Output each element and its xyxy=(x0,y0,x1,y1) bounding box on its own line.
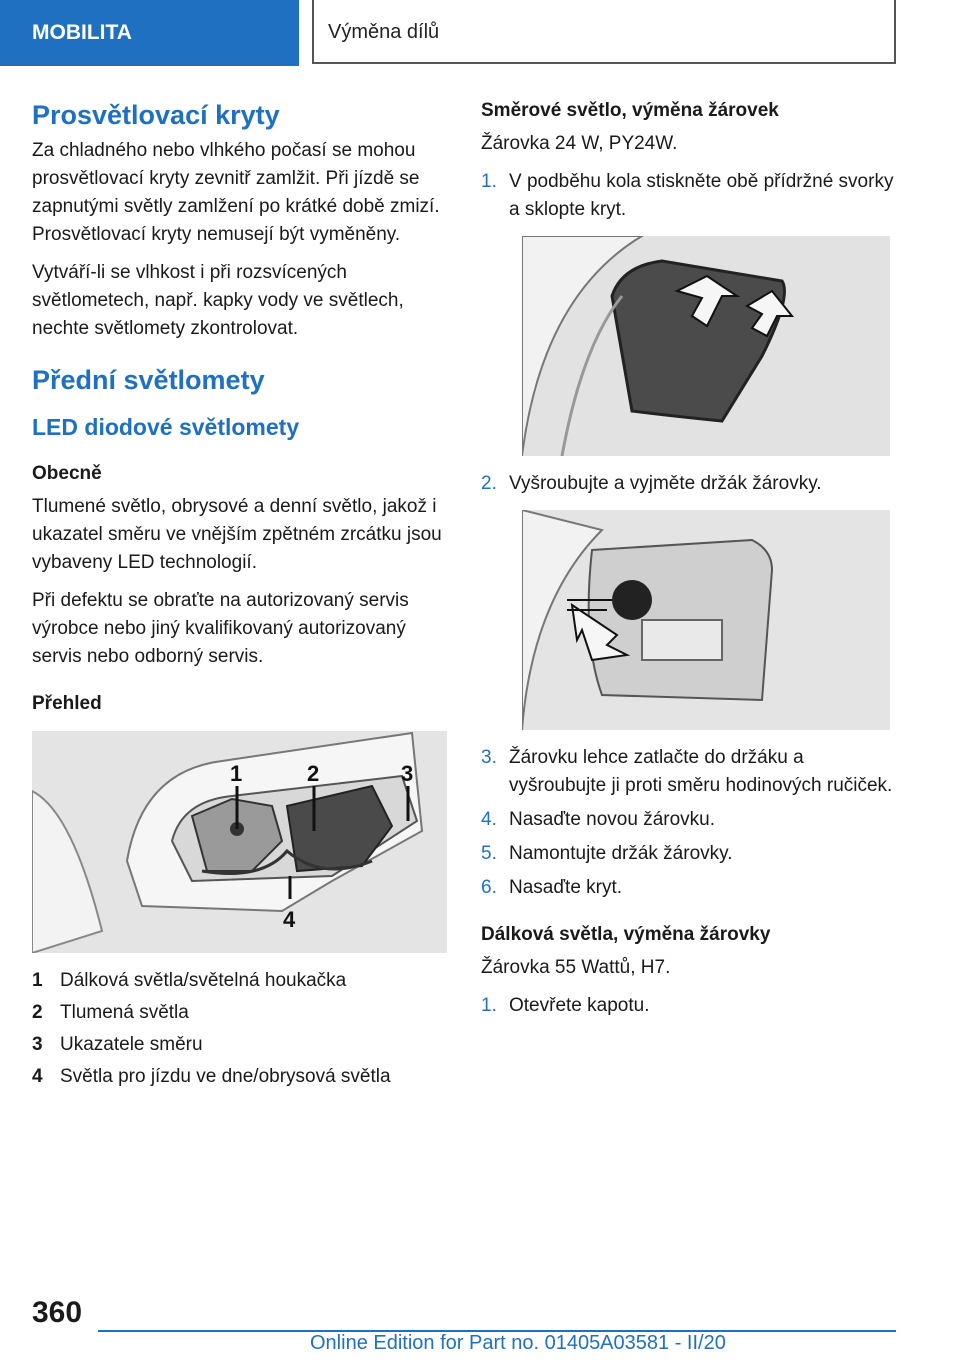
step-item xyxy=(481,168,899,224)
step-number: 2. xyxy=(481,473,497,494)
steps-turn-a xyxy=(481,168,899,224)
heading-led: LED diodové světlomety xyxy=(32,414,300,440)
step-number: 4. xyxy=(481,809,497,830)
callout-4: 4 xyxy=(283,907,296,932)
heading-high-beam: Dálková světla, výměna žárovky xyxy=(481,924,771,945)
wheel-arch-cover-image xyxy=(522,236,890,456)
heading-covers: Prosvětlovací kryty xyxy=(32,100,280,130)
legend-text: Ukazatele směru xyxy=(60,1034,203,1055)
step-text: V podběhu kola stiskněte obě přídržné svorky a sklopte kryt. xyxy=(509,171,894,220)
steps-turn-b xyxy=(481,470,899,498)
paragraph-covers-1: Za chladného nebo vlhkého počasí se mohou prosvětlovací kryty zevnitř zamlžit. Při jízdě se zapnutými světly zamlžení po krátké době zmizí. Prosvětlovací kryty nemusejí být vyměněny. xyxy=(32,140,440,245)
callout-2: 2 xyxy=(307,761,320,786)
callout-3: 3 xyxy=(401,761,414,786)
step-text: Nasaďte kryt. xyxy=(509,877,623,898)
legend-item xyxy=(32,1029,450,1061)
steps-high xyxy=(481,992,899,1020)
right-column xyxy=(481,100,899,1032)
legend-item xyxy=(32,965,450,997)
step-number: 3. xyxy=(481,747,497,768)
step-number: 1. xyxy=(481,995,497,1016)
footer-edition: Online Edition for Part no. 01405A03581 - II/20 xyxy=(310,1332,726,1354)
section-tab: MOBILITA xyxy=(0,0,299,66)
step-text: Vyšroubujte a vyjměte držák žárovky. xyxy=(509,473,822,494)
legend-text: Světla pro jízdu ve dne/obrysová světla xyxy=(60,1066,391,1087)
step-number: 6. xyxy=(481,877,497,898)
page-number: 360 xyxy=(32,1296,83,1329)
legend-number: 4 xyxy=(32,1066,43,1087)
left-column xyxy=(32,100,450,1093)
step-item xyxy=(481,840,899,868)
heading-general: Obecně xyxy=(32,463,102,484)
headlight-overview-image xyxy=(32,731,447,953)
legend-number: 1 xyxy=(32,970,43,991)
step-item xyxy=(481,744,899,800)
legend-text: Tlumená světla xyxy=(60,1002,189,1023)
step-item xyxy=(481,806,899,834)
paragraph-turn-bulb: Žárovka 24 W, PY24W. xyxy=(481,133,678,154)
legend-number: 3 xyxy=(32,1034,43,1055)
legend-text: Dálková světla/světelná houkačka xyxy=(60,970,347,991)
paragraph-covers-2: Vytváří-li se vlhkost i při rozsvícených světlometech, např. kapky vody ve světlech, nechte světlomety zkontrolovat. xyxy=(32,262,404,339)
step-item xyxy=(481,470,899,498)
chapter-title: Výměna dílů xyxy=(312,0,896,64)
legend-list xyxy=(32,965,450,1093)
bulb-holder-image xyxy=(522,510,890,730)
callout-1: 1 xyxy=(230,761,243,786)
legend-number: 2 xyxy=(32,1002,43,1023)
step-item xyxy=(481,992,899,1020)
heading-headlights: Přední světlomety xyxy=(32,365,265,395)
steps-turn-c xyxy=(481,744,899,902)
paragraph-general-2: Při defektu se obraťte na autorizovaný servis výrobce nebo jiný kvalifikovaný autorizovaný servis nebo odborný servis. xyxy=(32,590,409,667)
heading-turn-signal: Směrové světlo, výměna žárovek xyxy=(481,100,779,121)
page-header xyxy=(0,0,960,66)
step-number: 1. xyxy=(481,171,497,192)
step-text: Otevřete kapotu. xyxy=(509,995,650,1016)
step-number: 5. xyxy=(481,843,497,864)
legend-item xyxy=(32,997,450,1029)
step-text: Namontujte držák žárovky. xyxy=(509,843,733,864)
step-item xyxy=(481,874,899,902)
paragraph-general-1: Tlumené světlo, obrysové a denní světlo, jakož i ukazatel směru ve vnějším zpětném zrcátku jsou vybaveny LED technologií. xyxy=(32,496,442,573)
step-text: Nasaďte novou žárovku. xyxy=(509,809,716,830)
step-text: Žárovku lehce zatlačte do držáku a vyšroubujte ji proti směru hodinových ručiček. xyxy=(509,747,893,796)
paragraph-high-bulb: Žárovka 55 Wattů, H7. xyxy=(481,957,671,978)
legend-item xyxy=(32,1061,450,1093)
heading-overview: Přehled xyxy=(32,693,102,714)
